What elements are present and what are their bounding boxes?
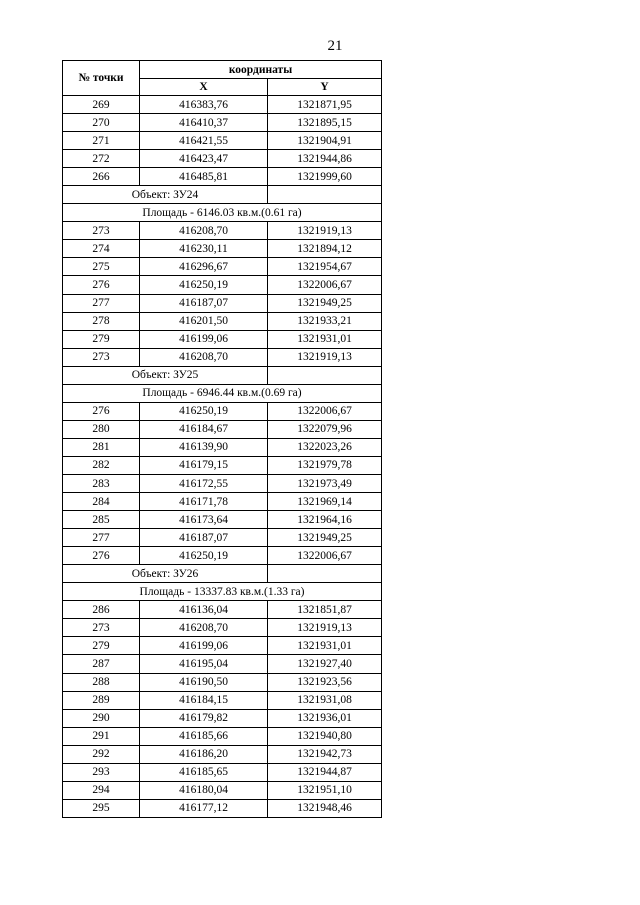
x-coordinate-cell: 416410,37: [140, 114, 268, 132]
coordinates-group-header: координаты: [140, 61, 382, 79]
point-number-cell: 279: [63, 637, 140, 655]
y-coordinate-cell: 1321933,21: [268, 312, 382, 330]
x-coordinate-cell: 416199,06: [140, 637, 268, 655]
x-coordinate-cell: 416230,11: [140, 240, 268, 258]
table-row: [63, 691, 382, 709]
point-number-cell: 279: [63, 330, 140, 348]
table-row: [63, 114, 382, 132]
table-row: [63, 709, 382, 727]
table-row: [63, 493, 382, 511]
table-row: [63, 655, 382, 673]
point-number-cell: 282: [63, 456, 140, 474]
y-coordinate-cell: 1321919,13: [268, 619, 382, 637]
y-coordinate-cell: 1321895,15: [268, 114, 382, 132]
y-coordinate-cell: 1321936,01: [268, 709, 382, 727]
x-coordinate-cell: 416180,04: [140, 781, 268, 799]
point-number-cell: 295: [63, 799, 140, 817]
y-coordinate-cell: 1321919,13: [268, 348, 382, 366]
y-coordinate-cell: 1321919,13: [268, 222, 382, 240]
point-number-cell: 278: [63, 312, 140, 330]
point-number-cell: 274: [63, 240, 140, 258]
table-row: [63, 96, 382, 114]
table-row: [63, 330, 382, 348]
y-coordinate-cell: 1321894,12: [268, 240, 382, 258]
x-coordinate-cell: 416421,55: [140, 132, 268, 150]
point-number-cell: 269: [63, 96, 140, 114]
table-row: [63, 673, 382, 691]
x-coordinate-cell: 416423,47: [140, 150, 268, 168]
y-coordinate-cell: 1322006,67: [268, 402, 382, 420]
table-row: [63, 456, 382, 474]
point-number-cell: 277: [63, 529, 140, 547]
point-number-cell: 273: [63, 348, 140, 366]
area-row: [63, 204, 382, 222]
x-coordinate-cell: 416250,19: [140, 276, 268, 294]
y-coordinate-cell: 1321931,01: [268, 330, 382, 348]
point-number-cell: 294: [63, 781, 140, 799]
page-number: 21: [327, 38, 343, 54]
x-coordinate-cell: 416185,65: [140, 763, 268, 781]
empty-cell: [268, 565, 382, 583]
table-row: [63, 637, 382, 655]
table-row: [63, 348, 382, 366]
point-number-cell: 284: [63, 493, 140, 511]
table-row: [63, 763, 382, 781]
x-coordinate-cell: 416184,15: [140, 691, 268, 709]
table-row: [63, 276, 382, 294]
x-coordinate-cell: 416195,04: [140, 655, 268, 673]
y-coordinate-cell: 1321942,73: [268, 745, 382, 763]
y-coordinate-cell: 1321979,78: [268, 456, 382, 474]
y-coordinate-cell: 1321927,40: [268, 655, 382, 673]
y-coordinate-cell: 1321949,25: [268, 529, 382, 547]
y-coordinate-cell: 1321999,60: [268, 168, 382, 186]
y-coordinate-cell: 1321871,95: [268, 96, 382, 114]
x-coordinate-cell: 416383,76: [140, 96, 268, 114]
x-coordinate-cell: 416208,70: [140, 222, 268, 240]
point-number-cell: 285: [63, 511, 140, 529]
x-coordinate-cell: 416250,19: [140, 547, 268, 565]
y-coordinate-cell: 1321944,87: [268, 763, 382, 781]
table-row: [63, 222, 382, 240]
point-number-cell: 273: [63, 619, 140, 637]
table-row: [63, 150, 382, 168]
point-number-cell: 287: [63, 655, 140, 673]
x-coordinate-cell: 416201,50: [140, 312, 268, 330]
object-row: [63, 565, 382, 583]
y-coordinate-cell: 1321948,46: [268, 799, 382, 817]
point-number-cell: 276: [63, 276, 140, 294]
point-number-cell: 289: [63, 691, 140, 709]
y-coordinate-cell: 1321931,01: [268, 637, 382, 655]
object-label: Объект: ЗУ25: [63, 366, 268, 384]
point-number-cell: 272: [63, 150, 140, 168]
area-row: [63, 384, 382, 402]
y-coordinate-cell: 1321944,86: [268, 150, 382, 168]
point-number-cell: 288: [63, 673, 140, 691]
y-coordinate-cell: 1322023,26: [268, 438, 382, 456]
table-row: [63, 511, 382, 529]
point-number-cell: 276: [63, 402, 140, 420]
table-row: [63, 168, 382, 186]
y-coordinate-cell: 1322079,96: [268, 420, 382, 438]
point-number-cell: 266: [63, 168, 140, 186]
x-coordinate-cell: 416296,67: [140, 258, 268, 276]
point-number-cell: 271: [63, 132, 140, 150]
y-coordinate-cell: 1321951,10: [268, 781, 382, 799]
table-row: [63, 601, 382, 619]
area-label: Площадь - 13337.83 кв.м.(1.33 га): [63, 583, 382, 601]
object-label: Объект: ЗУ24: [63, 186, 268, 204]
point-number-cell: 286: [63, 601, 140, 619]
object-row: [63, 186, 382, 204]
table-row: [63, 745, 382, 763]
table-header: [63, 61, 382, 96]
point-number-cell: 280: [63, 420, 140, 438]
x-coordinate-cell: 416179,82: [140, 709, 268, 727]
table-row: [63, 547, 382, 565]
point-number-cell: 283: [63, 474, 140, 492]
table-row: [63, 258, 382, 276]
area-row: [63, 583, 382, 601]
y-coordinate-cell: 1321904,91: [268, 132, 382, 150]
y-coordinate-cell: 1321931,08: [268, 691, 382, 709]
empty-cell: [268, 366, 382, 384]
point-number-cell: 291: [63, 727, 140, 745]
table-row: [63, 294, 382, 312]
empty-cell: [268, 186, 382, 204]
object-label: Объект: ЗУ26: [63, 565, 268, 583]
x-coordinate-cell: 416179,15: [140, 456, 268, 474]
x-coordinate-cell: 416171,78: [140, 493, 268, 511]
x-coordinate-cell: 416185,66: [140, 727, 268, 745]
y-coordinate-cell: 1321851,87: [268, 601, 382, 619]
y-coordinate-cell: 1321940,80: [268, 727, 382, 745]
point-number-cell: 292: [63, 745, 140, 763]
x-coordinate-cell: 416136,04: [140, 601, 268, 619]
object-row: [63, 366, 382, 384]
table-body: [63, 96, 382, 818]
y-coordinate-cell: 1321964,16: [268, 511, 382, 529]
x-coordinate-cell: 416187,07: [140, 294, 268, 312]
x-coordinate-cell: 416208,70: [140, 619, 268, 637]
table-row: [63, 420, 382, 438]
area-label: Площадь - 6946.44 кв.м.(0.69 га): [63, 384, 382, 402]
point-number-cell: 276: [63, 547, 140, 565]
table-row: [63, 402, 382, 420]
table-row: [63, 474, 382, 492]
table-row: [63, 781, 382, 799]
point-number-cell: 281: [63, 438, 140, 456]
y-header: Y: [268, 79, 382, 96]
x-header: X: [140, 79, 268, 96]
x-coordinate-cell: 416485,81: [140, 168, 268, 186]
x-coordinate-cell: 416139,90: [140, 438, 268, 456]
table-row: [63, 727, 382, 745]
x-coordinate-cell: 416172,55: [140, 474, 268, 492]
x-coordinate-cell: 416190,50: [140, 673, 268, 691]
point-number-cell: 270: [63, 114, 140, 132]
x-coordinate-cell: 416184,67: [140, 420, 268, 438]
point-number-cell: 293: [63, 763, 140, 781]
x-coordinate-cell: 416177,12: [140, 799, 268, 817]
table-row: [63, 619, 382, 637]
x-coordinate-cell: 416187,07: [140, 529, 268, 547]
table-row: [63, 529, 382, 547]
x-coordinate-cell: 416186,20: [140, 745, 268, 763]
y-coordinate-cell: 1322006,67: [268, 547, 382, 565]
point-number-cell: 275: [63, 258, 140, 276]
x-coordinate-cell: 416250,19: [140, 402, 268, 420]
y-coordinate-cell: 1321973,49: [268, 474, 382, 492]
table-row: [63, 132, 382, 150]
point-number-cell: 273: [63, 222, 140, 240]
x-coordinate-cell: 416173,64: [140, 511, 268, 529]
y-coordinate-cell: 1322006,67: [268, 276, 382, 294]
x-coordinate-cell: 416199,06: [140, 330, 268, 348]
table-row: [63, 438, 382, 456]
y-coordinate-cell: 1321949,25: [268, 294, 382, 312]
y-coordinate-cell: 1321923,56: [268, 673, 382, 691]
coordinates-table: [62, 60, 382, 818]
point-number-header: № точки: [63, 61, 140, 96]
table-row: [63, 799, 382, 817]
point-number-cell: 277: [63, 294, 140, 312]
point-number-cell: 290: [63, 709, 140, 727]
table-row: [63, 240, 382, 258]
x-coordinate-cell: 416208,70: [140, 348, 268, 366]
area-label: Площадь - 6146.03 кв.м.(0.61 га): [63, 204, 382, 222]
y-coordinate-cell: 1321969,14: [268, 493, 382, 511]
y-coordinate-cell: 1321954,67: [268, 258, 382, 276]
table-row: [63, 312, 382, 330]
